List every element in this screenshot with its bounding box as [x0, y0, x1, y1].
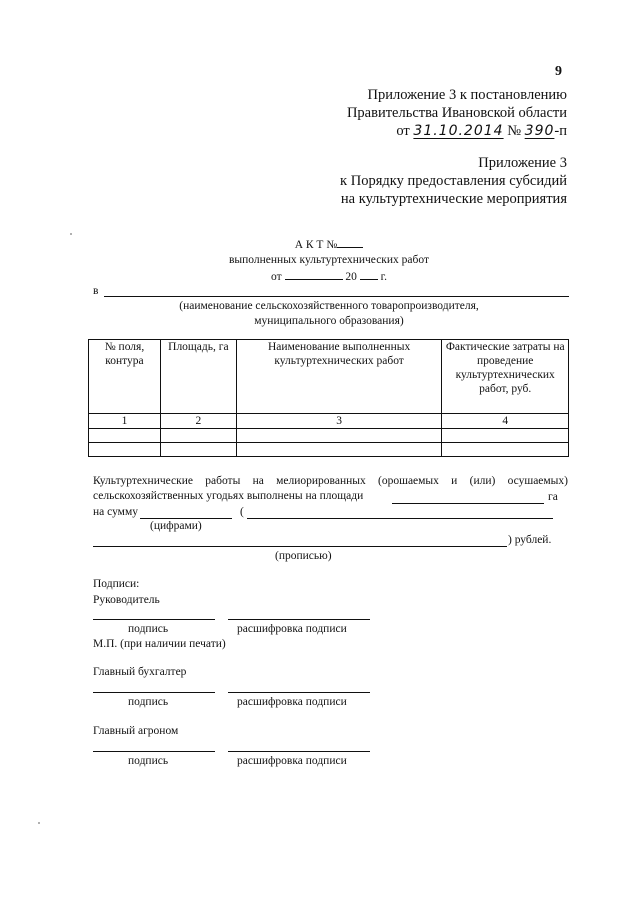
table-cell — [236, 443, 442, 457]
act-hint-line1: (наименование сельскохозяйственного товаропроизводителя, — [179, 300, 479, 312]
decree-from-label: от — [396, 123, 410, 139]
header-decree-ref — [396, 122, 567, 140]
decode-line-head — [228, 619, 370, 620]
role-accountant: Главный бухгалтер — [93, 666, 187, 678]
decode-hint-agronomist: расшифровка подписи — [237, 755, 347, 767]
act-hint-line2: муниципального образования) — [254, 315, 404, 327]
sum-open-paren: ( — [240, 506, 244, 518]
digits-hint: (цифрами) — [150, 520, 202, 532]
area-unit: га — [548, 491, 558, 503]
decree-number-handwritten: 390 — [524, 123, 555, 139]
table-cell — [160, 443, 236, 457]
header-appendix-line2: Правительства Ивановской области — [346, 105, 567, 121]
act-number-blank — [337, 237, 363, 248]
sum-words-blank-2 — [93, 546, 507, 547]
col-header-works: Наименование выполненных культуртехнических работ — [236, 340, 442, 414]
table-cell — [442, 429, 569, 443]
scan-artifact — [70, 233, 72, 235]
table-cell — [89, 443, 161, 457]
act-title — [88, 237, 570, 253]
signature-line-head — [93, 619, 215, 620]
stamp-note: М.П. (при наличии печати) — [93, 638, 226, 650]
scan-artifact — [38, 822, 40, 824]
header-procedure-line2: к Порядку предоставления субсидий — [340, 173, 567, 189]
decree-number-suffix: -п — [554, 123, 567, 139]
act-date-suffix: г. — [380, 271, 387, 283]
decree-number-label: № — [507, 123, 522, 139]
works-paragraph-text: Культуртехнические работы на мелиорированных (орошаемых и (или) осушаемых) сельскохозяйственных угодьях выполнены на площади — [93, 475, 568, 502]
decree-date-handwritten: 31.10.2014 — [413, 123, 504, 139]
col-header-area: Площадь, га — [160, 340, 236, 414]
col-number-1: 1 — [89, 414, 161, 429]
table-number-row — [89, 414, 569, 429]
table-cell — [89, 429, 161, 443]
decode-hint-accountant: расшифровка подписи — [237, 696, 347, 708]
area-blank — [392, 503, 544, 504]
page-number: 9 — [555, 64, 562, 79]
sum-label: на сумму — [93, 506, 138, 518]
signatures-title: Подписи: — [93, 578, 140, 590]
sign-hint-head: подпись — [128, 623, 169, 635]
signature-line-accountant — [93, 692, 215, 693]
col-header-costs: Фактические затраты на проведение культуртехнических работ, руб. — [442, 340, 569, 414]
words-hint: (прописью) — [275, 550, 332, 562]
sign-hint-agronomist: подпись — [128, 755, 169, 767]
col-number-2: 2 — [160, 414, 236, 429]
header-procedure-line1: Приложение 3 — [478, 155, 567, 171]
col-number-4: 4 — [442, 414, 569, 429]
decode-hint-head: расшифровка подписи — [237, 623, 347, 635]
col-number-3: 3 — [236, 414, 442, 429]
act-subtitle: выполненных культуртехнических работ — [228, 254, 429, 266]
works-table — [88, 339, 569, 457]
act-date-blank — [285, 269, 343, 280]
act-date-line — [88, 269, 570, 285]
table-row — [89, 429, 569, 443]
act-year-blank — [360, 269, 378, 280]
table-header-row — [89, 340, 569, 414]
act-date-from: от — [271, 271, 282, 283]
sign-hint-accountant: подпись — [128, 696, 169, 708]
table-row — [89, 443, 569, 457]
role-agronomist: Главный агроном — [93, 725, 179, 737]
act-date-year: 20 — [345, 271, 357, 283]
col-header-field: № поля, контура — [89, 340, 161, 414]
act-in-label: в — [93, 285, 99, 297]
decode-line-accountant — [228, 692, 370, 693]
header-procedure-line3: на культуртехнические мероприятия — [340, 191, 567, 207]
role-head: Руководитель — [93, 594, 160, 606]
signature-line-agronomist — [93, 751, 215, 752]
works-paragraph — [93, 474, 568, 504]
table-cell — [442, 443, 569, 457]
header-appendix-line1: Приложение 3 к постановлению — [367, 87, 567, 103]
act-title-text: А К Т № — [294, 239, 338, 251]
decode-line-agronomist — [228, 751, 370, 752]
act-in-blank — [104, 296, 569, 297]
sum-words-blank-1 — [247, 518, 553, 519]
table-cell — [160, 429, 236, 443]
table-cell — [236, 429, 442, 443]
sum-close-rub: ) рублей. — [508, 534, 552, 546]
